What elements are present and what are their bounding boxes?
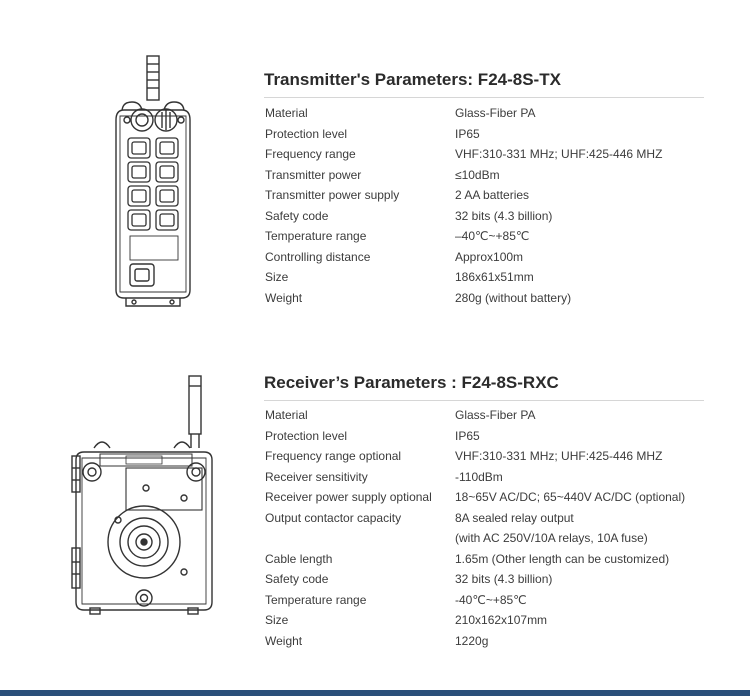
param-label: Controlling distance <box>265 249 371 264</box>
param-value: Glass-Fiber PA <box>455 408 536 422</box>
param-value: 8A sealed relay output <box>455 510 574 525</box>
param-value: Glass-Fiber PA <box>455 106 536 120</box>
param-value: -40℃~+85℃ <box>455 592 527 607</box>
param-label: Safety code <box>265 572 329 586</box>
param-label: Protection level <box>265 126 348 141</box>
param-label: Transmitter power <box>265 167 362 182</box>
transmitter-title: Transmitter's Parameters: F24-8S-TX <box>264 70 561 89</box>
param-value: 2 AA batteries <box>455 188 530 202</box>
param-label: Size <box>265 613 289 627</box>
receiver-divider <box>264 400 704 401</box>
param-value: 1.65m (Other length can be customized) <box>455 551 670 566</box>
param-value: IP65 <box>455 126 480 141</box>
param-label: Frequency range optional <box>265 449 402 463</box>
param-value: VHF:310-331 MHz; UHF:425-446 MHZ <box>455 449 663 463</box>
param-value: 1220g <box>455 633 489 648</box>
receiver-illustration <box>66 372 226 622</box>
bottom-accent-bar <box>0 690 750 696</box>
param-label: Transmitter power supply <box>265 188 400 202</box>
param-value: –40℃~+85℃ <box>455 229 530 243</box>
param-label: Size <box>265 270 289 284</box>
param-label: Output contactor capacity <box>265 510 402 525</box>
param-value: 186x61x51mm <box>455 270 534 284</box>
param-label: Weight <box>265 290 303 305</box>
param-label: Protection level <box>265 428 348 443</box>
param-label: Temperature range <box>265 592 367 607</box>
param-value: VHF:310-331 MHz; UHF:425-446 MHZ <box>455 147 663 161</box>
param-value: 18~65V AC/DC; 65~440V AC/DC (optional) <box>455 490 686 504</box>
param-label: Receiver power supply optional <box>265 490 432 504</box>
param-label: Material <box>265 408 308 422</box>
param-label: Cable length <box>265 551 333 566</box>
param-value: 280g (without battery) <box>455 290 572 305</box>
transmitter-divider <box>264 97 704 98</box>
param-value: 210x162x107mm <box>455 613 548 627</box>
param-value: IP65 <box>455 428 480 443</box>
param-label: Safety code <box>265 208 329 223</box>
receiver-title: Receiver’s Parameters : F24-8S-RXC <box>264 373 559 392</box>
param-value: ≤10dBm <box>455 167 500 182</box>
param-value: (with AC 250V/10A relays, 10A fuse) <box>455 531 648 545</box>
param-value: 32 bits (4.3 billion) <box>455 208 553 223</box>
param-label: Weight <box>265 633 303 648</box>
transmitter-illustration <box>100 50 210 312</box>
param-value: -110dBm <box>455 469 503 484</box>
param-label: Material <box>265 106 308 120</box>
param-value: Approx100m <box>455 249 524 264</box>
param-label: Frequency range <box>265 147 356 161</box>
param-label: Receiver sensitivity <box>265 469 368 484</box>
param-label: Temperature range <box>265 229 367 243</box>
param-value: 32 bits (4.3 billion) <box>455 572 553 586</box>
